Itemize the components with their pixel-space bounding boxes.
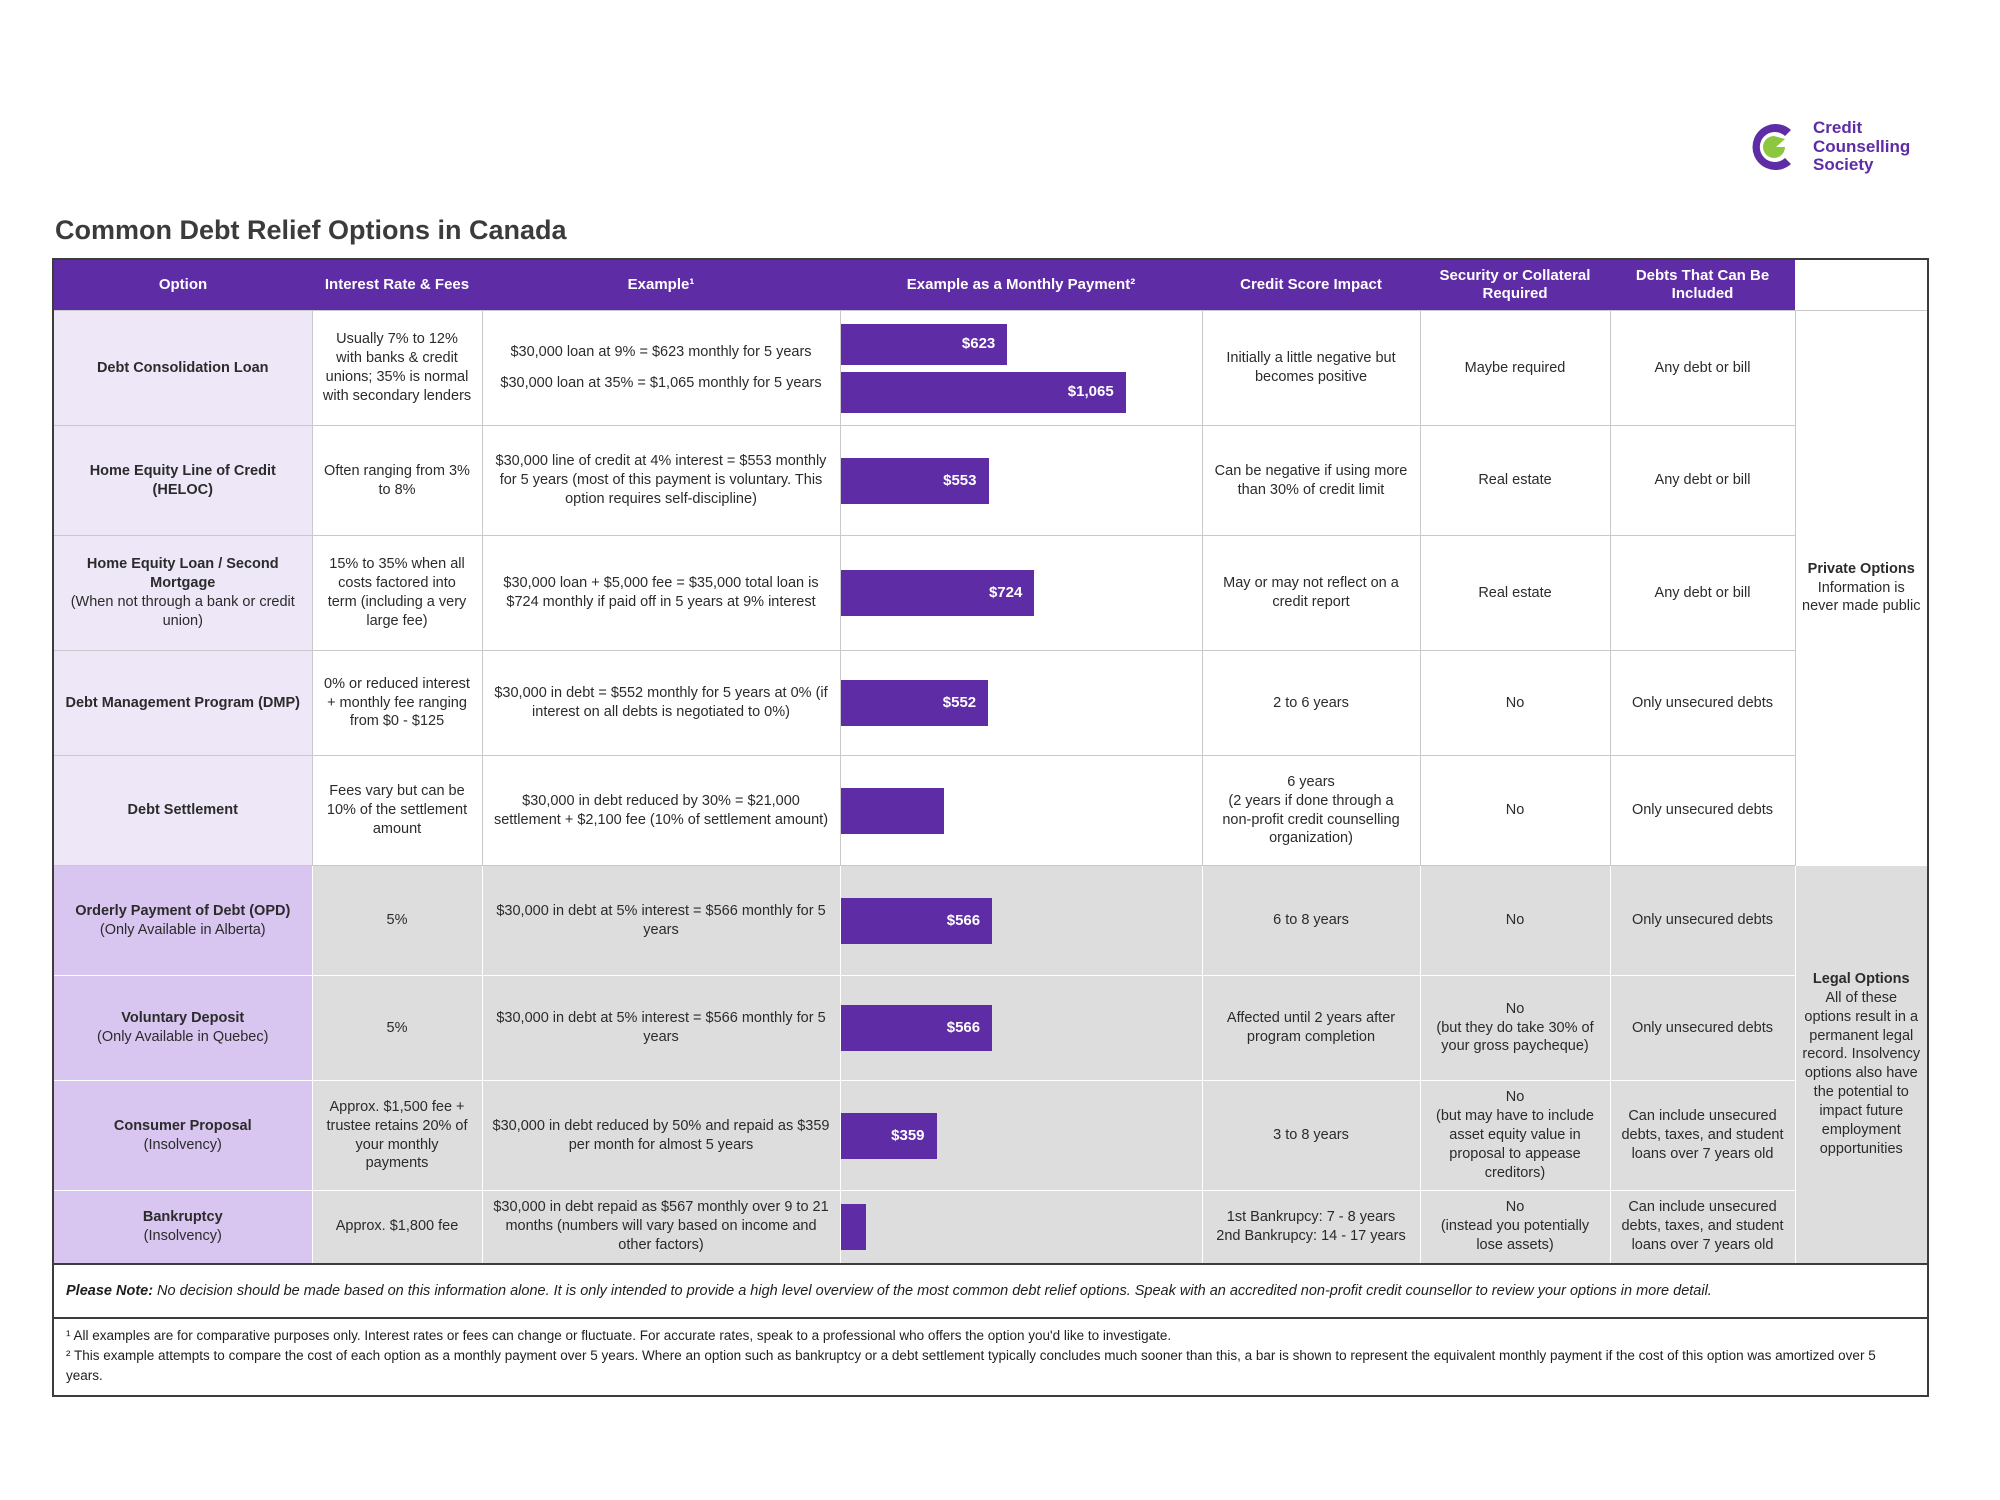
option-cell: Debt Consolidation Loan	[54, 311, 312, 426]
option-cell: Home Equity Loan / Second Mortgage (When not through a bank or credit union)	[54, 536, 312, 651]
debts-cell: Can include unsecured debts, taxes, and student loans over 7 years old	[1610, 1081, 1795, 1191]
interest-cell: Usually 7% to 12% with banks & credit unions; 35% is normal with secondary lenders	[312, 311, 482, 426]
security-cell: No (but may have to include asset equity value in proposal to appease creditors)	[1420, 1081, 1610, 1191]
table-row	[54, 536, 1927, 651]
security-cell: Real estate	[1420, 536, 1610, 651]
debts-cell: Any debt or bill	[1610, 311, 1795, 426]
payment-bar: $553	[841, 458, 989, 504]
payment-bar: $566	[841, 1005, 993, 1051]
debts-cell: Only unsecured debts	[1610, 756, 1795, 866]
col-header-monthly-payment: Example as a Monthly Payment²	[840, 260, 1202, 311]
credit-score-cell: Affected until 2 years after program completion	[1202, 976, 1420, 1081]
credit-score-cell: 1st Bankrupcy: 7 - 8 years 2nd Bankrupcy: 14 - 17 years	[1202, 1191, 1420, 1263]
monthly-payment-cell	[840, 1081, 1202, 1191]
col-header-interest: Interest Rate & Fees	[312, 260, 482, 311]
table-row	[54, 1081, 1927, 1191]
table-row	[54, 756, 1927, 866]
option-cell: Debt Settlement	[54, 756, 312, 866]
option-cell: Bankruptcy (Insolvency)	[54, 1191, 312, 1263]
payment-bar: $1,065	[841, 372, 1126, 413]
credit-score-cell: 3 to 8 years	[1202, 1081, 1420, 1191]
example-cell: $30,000 in debt reduced by 30% = $21,000 settlement + $2,100 fee (10% of settlement amount)	[482, 756, 840, 866]
payment-bar	[841, 788, 944, 834]
option-cell: Orderly Payment of Debt (OPD) (Only Available in Alberta)	[54, 866, 312, 976]
table-row	[54, 311, 1927, 426]
col-header-example: Example¹	[482, 260, 840, 311]
debts-cell: Only unsecured debts	[1610, 651, 1795, 756]
option-cell: Home Equity Line of Credit (HELOC)	[54, 426, 312, 536]
example-cell: $30,000 loan at 9% = $623 monthly for 5 years $30,000 loan at 35% = $1,065 monthly for 5 years	[482, 311, 840, 426]
credit-score-cell: 2 to 6 years	[1202, 651, 1420, 756]
payment-bar: $724	[841, 570, 1035, 616]
option-cell: Voluntary Deposit (Only Available in Quebec)	[54, 976, 312, 1081]
table-header-row	[54, 260, 1927, 311]
option-cell: Debt Management Program (DMP)	[54, 651, 312, 756]
brand-logo-text	[1813, 119, 1910, 174]
table-row	[54, 1191, 1927, 1263]
option-cell: Consumer Proposal (Insolvency)	[54, 1081, 312, 1191]
security-cell: Maybe required	[1420, 311, 1610, 426]
monthly-payment-cell	[840, 1191, 1202, 1263]
table-row	[54, 426, 1927, 536]
security-cell: Real estate	[1420, 426, 1610, 536]
col-header-security: Security or Collateral Required	[1420, 260, 1610, 311]
debts-cell: Can include unsecured debts, taxes, and student loans over 7 years old	[1610, 1191, 1795, 1263]
interest-cell: 15% to 35% when all costs factored into term (including a very large fee)	[312, 536, 482, 651]
interest-cell: 5%	[312, 976, 482, 1081]
payment-bar	[841, 1204, 866, 1250]
payment-bar: $623	[841, 324, 1008, 365]
interest-cell: Often ranging from 3% to 8%	[312, 426, 482, 536]
example-cell: $30,000 in debt reduced by 50% and repaid as $359 per month for almost 5 years	[482, 1081, 840, 1191]
credit-score-cell: 6 years (2 years if done through a non-profit credit counselling organization)	[1202, 756, 1420, 866]
example-cell: $30,000 in debt repaid as $567 monthly over 9 to 21 months (numbers will vary based on income and other factors)	[482, 1191, 840, 1263]
security-cell: No	[1420, 756, 1610, 866]
payment-bar: $566	[841, 898, 993, 944]
payment-bar: $552	[841, 680, 989, 726]
table-row	[54, 976, 1927, 1081]
monthly-payment-cell	[840, 976, 1202, 1081]
credit-counselling-society-logo-icon	[1745, 118, 1803, 176]
credit-score-cell: May or may not reflect on a credit report	[1202, 536, 1420, 651]
brand-line-2: Counselling	[1813, 136, 1911, 156]
monthly-payment-cell	[840, 651, 1202, 756]
private-options-note: Private Options Information is never made public	[1795, 311, 1927, 866]
payment-bar: $359	[841, 1113, 937, 1159]
interest-cell: 0% or reduced interest + monthly fee ranging from $0 - $125	[312, 651, 482, 756]
footnote-1: ¹ All examples are for comparative purposes only. Interest rates or fees can change or fluctuate. For accurate rates, speak to a professional who offers the option you'd like to investigate.	[66, 1327, 1172, 1343]
security-cell: No	[1420, 866, 1610, 976]
interest-cell: Approx. $1,800 fee	[312, 1191, 482, 1263]
monthly-payment-cell	[840, 426, 1202, 536]
please-note-banner	[54, 1263, 1927, 1317]
monthly-payment-cell	[840, 536, 1202, 651]
col-header-debts: Debts That Can Be Included	[1610, 260, 1795, 311]
example-cell: $30,000 in debt = $552 monthly for 5 years at 0% (if interest on all debts is negotiated to 0%)	[482, 651, 840, 756]
page-title: Common Debt Relief Options in Canada	[55, 215, 567, 245]
monthly-payment-cell	[840, 866, 1202, 976]
interest-cell: Fees vary but can be 10% of the settlement amount	[312, 756, 482, 866]
security-cell: No (but they do take 30% of your gross paycheque)	[1420, 976, 1610, 1081]
example-cell: $30,000 in debt at 5% interest = $566 monthly for 5 years	[482, 866, 840, 976]
credit-score-cell: Initially a little negative but becomes positive	[1202, 311, 1420, 426]
brand-logo	[1745, 118, 1910, 176]
footnotes-box	[54, 1317, 1927, 1396]
debts-cell: Only unsecured debts	[1610, 976, 1795, 1081]
please-note-text: No decision should be made based on this information alone. It is only intended to provide a high level overview of the most common debt relief options. Speak with an accredited non-profit credit counsellor to review your options in more detail.	[157, 1282, 1712, 1299]
example-cell: $30,000 in debt at 5% interest = $566 monthly for 5 years	[482, 976, 840, 1081]
example-cell: $30,000 line of credit at 4% interest = $553 monthly for 5 years (most of this payment is voluntary. This option requires self-discipline)	[482, 426, 840, 536]
interest-cell: 5%	[312, 866, 482, 976]
monthly-payment-cell	[840, 311, 1202, 426]
please-note-label: Please Note:	[66, 1282, 154, 1299]
debt-relief-table-wrapper	[52, 258, 1929, 1397]
col-header-option: Option	[54, 260, 312, 311]
debt-relief-table	[54, 260, 1927, 1263]
credit-score-cell: Can be negative if using more than 30% of credit limit	[1202, 426, 1420, 536]
table-row	[54, 651, 1927, 756]
example-cell: $30,000 loan + $5,000 fee = $35,000 total loan is $724 monthly if paid off in 5 years at 9% interest	[482, 536, 840, 651]
debts-cell: Only unsecured debts	[1610, 866, 1795, 976]
legal-options-note: Legal Options All of these options result in a permanent legal record. Insolvency options also have the potential to impact future employment opportunities	[1795, 866, 1927, 1263]
credit-score-cell: 6 to 8 years	[1202, 866, 1420, 976]
brand-line-1: Credit	[1813, 118, 1863, 138]
footnote-2: ² This example attempts to compare the cost of each option as a monthly payment over 5 years. Where an option such as bankruptcy or a debt settlement typically concludes much sooner than this, a bar is shown to represent the equivalent monthly payment if the cost of this option was amortized over 5 years.	[66, 1347, 1876, 1383]
debts-cell: Any debt or bill	[1610, 426, 1795, 536]
brand-line-3: Society	[1813, 155, 1874, 175]
debts-cell: Any debt or bill	[1610, 536, 1795, 651]
table-row	[54, 866, 1927, 976]
monthly-payment-cell	[840, 756, 1202, 866]
interest-cell: Approx. $1,500 fee + trustee retains 20% of your monthly payments	[312, 1081, 482, 1191]
security-cell: No	[1420, 651, 1610, 756]
security-cell: No (instead you potentially lose assets)	[1420, 1191, 1610, 1263]
col-header-credit-score: Credit Score Impact	[1202, 260, 1420, 311]
